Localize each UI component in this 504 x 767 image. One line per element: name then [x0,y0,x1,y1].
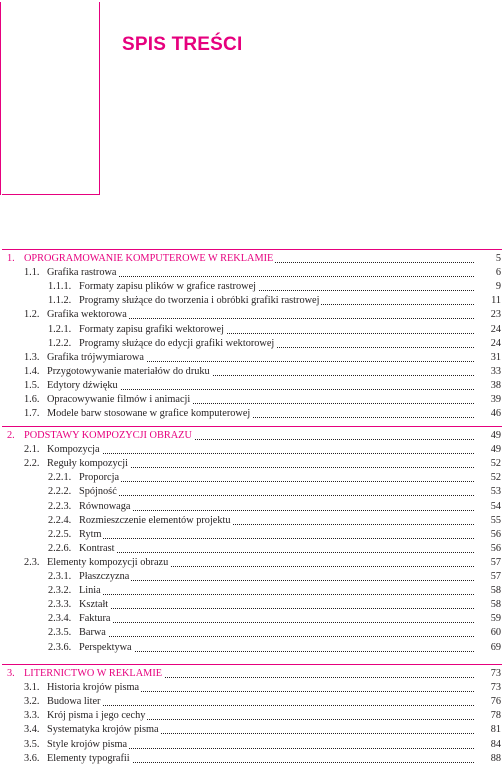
toc-entry-number: 2.1. [24,444,40,456]
toc-entry-title: Barwa [79,627,106,639]
toc-page-number: 9 [495,281,501,293]
dot-leader [79,540,474,553]
toc-entry-number: 1.2. [24,309,40,321]
toc-entry-number: 3. [7,668,15,679]
toc-page-number: 60 [490,627,501,639]
toc-entry-number: 3.3. [24,710,40,722]
toc-entry-title: Opracowywanie filmów i animacji [47,394,191,405]
toc-entry-number: 1.1.2. [48,295,72,307]
toc-entry-title: Formaty zapisu grafiki wektorowej [79,323,224,335]
toc-entry-number: 2. [7,430,15,441]
toc-page-number: 52 [490,458,501,470]
toc-entry-number: 2.2.3. [48,500,72,512]
toc-page-number: 57 [490,571,501,582]
toc-page-number: 6 [495,267,501,279]
toc-page-number: 76 [490,696,501,708]
toc-entry-number: 3.5. [24,738,40,750]
toc-entry-number: 1.7. [24,408,40,420]
toc-entry-title: Linia [79,585,101,597]
toc-entry-title: PODSTAWY KOMPOZYCJI OBRAZU [24,430,192,441]
toc-entry-row[interactable] [0,753,504,765]
toc-page-number: 58 [490,599,501,611]
toc-entry-title: Faktura [79,613,111,625]
toc-entry-title: Elementy kompozycji obrazu [47,556,169,568]
dot-leader [79,639,474,652]
toc-entry-number: 1.2.1. [48,323,72,335]
toc-entry-number: 2.3.4. [48,613,72,625]
toc-entry-title: Kompozycja [47,444,100,456]
toc-entry-title: Programy służące do edycji grafiki wektorowej [79,337,275,349]
toc-entry-title: Grafika wektorowa [47,309,127,321]
toc-entry-number: 1.6. [24,394,40,405]
toc-page-number: 23 [490,309,501,321]
toc-entry-title: Budowa liter [47,696,101,708]
toc-entry-title: Programy służące do tworzenia i obróbki grafiki rastrowej [79,295,320,307]
toc-page-number: 56 [490,528,501,540]
toc-entry-row[interactable] [0,642,504,654]
page-title: SPIS TREŚCI [122,34,243,55]
toc-entry-title: Edytory dźwięku [47,379,118,391]
toc-entry-title: Spójność [79,486,117,498]
toc-entry-number: 2.3.2. [48,585,72,597]
toc-entry-row[interactable] [0,408,504,420]
toc-entry-number: 1.2.2. [48,337,72,349]
toc-page-number: 59 [490,613,501,625]
dot-leader [79,582,474,595]
toc-entry-number: 2.2.2. [48,486,72,498]
toc-entry-number: 2.3.5. [48,627,72,639]
toc-entry-number: 2.2.6. [48,542,72,554]
dot-leader [47,693,474,706]
toc-page-number: 81 [490,724,501,736]
toc-entry-number: 2.2.5. [48,528,72,540]
toc-entry-title: Reguły kompozycji [47,458,128,470]
toc-page-number: 55 [490,514,501,526]
toc-page-number: 46 [490,408,501,420]
dot-leader [79,568,474,581]
toc-entry-number: 2.2.1. [48,472,72,484]
toc-entry-title: Kontrast [79,542,115,554]
toc-page-number: 24 [490,323,501,335]
toc-entry-title: Równowaga [79,500,131,512]
toc-page-number: 57 [490,556,501,568]
toc-entry-title: Kształt [79,599,109,611]
toc-page-number: 56 [490,542,501,554]
toc-entry-title: Elementy typografii [47,752,130,764]
toc-entry-number: 1.4. [24,365,40,377]
toc-page-number: 49 [490,430,501,441]
toc-entry-title: Rytm [79,528,102,540]
toc-entry-number: 3.1. [24,682,40,694]
toc-page-number: 52 [490,472,501,484]
toc-page-number: 53 [490,486,501,498]
toc-page-number: 69 [490,641,501,653]
dot-leader [79,526,474,539]
toc-entry-title: Modele barw stosowane w grafice komputerowej [47,408,251,420]
toc-entry-number: 1. [7,253,15,264]
toc-entry-title: Systematyka krojów pisma [47,724,159,736]
dot-leader [79,498,474,511]
dot-leader [79,610,474,623]
toc-entry-number: 1.1. [24,267,40,279]
dot-leader [47,441,474,454]
toc-entry-title: Płaszczyzna [79,571,130,582]
toc-entry-number: 1.5. [24,379,40,391]
toc-page-number: 84 [490,738,501,750]
toc-entry-number: 2.3.6. [48,641,72,653]
toc-page-number: 58 [490,585,501,597]
toc-entry-title: Perspektywa [79,641,132,653]
toc-entry-title: Przygotowywanie materiałów do druku [47,365,210,377]
toc-page-number: 5 [495,253,501,264]
toc-entry-number: 2.3.1. [48,571,72,582]
toc-entry-number: 1.1.1. [48,281,72,293]
toc-page-number: 24 [490,337,501,349]
toc-entry-number: 3.6. [24,752,40,764]
toc-entry-title: Historia krojów pisma [47,682,140,694]
toc-entry-title: Proporcja [79,472,120,484]
dot-leader [79,469,474,482]
dot-leader [79,483,474,496]
dot-leader [79,624,474,637]
toc-entry-title: OPROGRAMOWANIE KOMPUTEROWE W REKLAMIE [24,253,274,264]
toc-entry-number: 3.4. [24,724,40,736]
toc-entry-number: 1.3. [24,351,40,363]
toc-entry-title: Grafika trójwymiarowa [47,351,144,363]
toc-entry-title: Krój pisma i jego cechy [47,710,146,722]
toc-entry-number: 2.2. [24,458,40,470]
toc-page-number: 54 [490,500,501,512]
toc-page-number: 11 [491,295,501,307]
toc-entry-title: Style krojów pisma [47,738,128,750]
toc-entry-title: LITERNICTWO W REKLAMIE [24,668,163,679]
toc-page-number: 88 [490,752,501,764]
toc-page-number: 39 [490,394,501,405]
toc-page-number: 73 [490,682,501,694]
toc-entry-title: Formaty zapisu plików w grafice rastrowej [79,281,256,293]
toc-page-number: 49 [490,444,501,456]
toc-entry-number: 2.2.4. [48,514,72,526]
toc-entry-title: Grafika rastrowa [47,267,117,279]
toc-page-number: 73 [490,668,501,679]
toc-page-number: 38 [490,379,501,391]
toc-entry-number: 2.3. [24,556,40,568]
toc-entry-number: 2.3.3. [48,599,72,611]
toc-page-number: 78 [490,710,501,722]
dot-leader [79,596,474,609]
toc-page-number: 33 [490,365,501,377]
toc-entry-title: Rozmieszczenie elementów projektu [79,514,231,526]
toc-page-number: 31 [490,351,501,363]
toc-entry-number: 3.2. [24,696,40,708]
